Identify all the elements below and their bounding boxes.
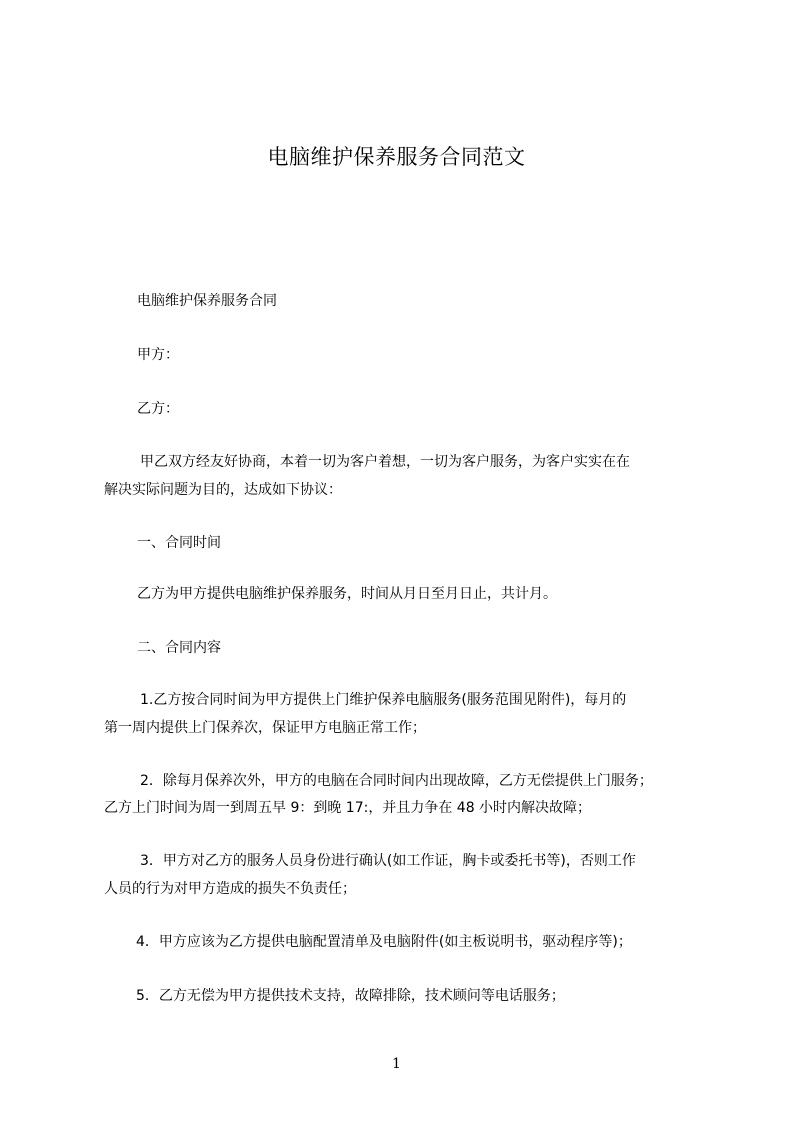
item-5-line-1: 5．乙方无偿为甲方提供技术支持，故障排除，技术顾问等电话服务； (136, 988, 565, 1004)
section-1-text: 乙方为甲方提供电脑维护保养服务，时间从月日至月日止，共计月。 (137, 586, 557, 602)
item-1-line-1: 1.乙方按合同时间为甲方提供上门维护保养电脑服务(服务范围见附件)，每月的 (140, 692, 627, 708)
page-number: 1 (392, 1056, 401, 1072)
section-2-heading: 二、合同内容 (137, 640, 221, 656)
item-4-line-1: 4．甲方应该为乙方提供电脑配置清单及电脑附件(如主板说明书，驱动程序等)； (136, 934, 632, 950)
party-b-label: 乙方： (137, 401, 179, 417)
contract-heading: 电脑维护保养服务合同 (137, 293, 277, 309)
item-2-line-1: 2．除每月保养次外，甲方的电脑在合同时间内出现故障，乙方无偿提供上门服务； (140, 773, 653, 789)
item-1-line-2: 第一周内提供上门保养次，保证甲方电脑正常工作； (104, 720, 426, 736)
intro-paragraph-line-1: 甲乙双方经友好协商，本着一切为客户着想，一切为客户服务，为客户实实在在 (140, 454, 630, 470)
item-2-line-2: 乙方上门时间为周一到周五早 9：到晚 17:，并且力争在 48 小时内解决故障； (104, 800, 592, 816)
section-1-heading: 一、合同时间 (137, 535, 221, 551)
item-3-line-1: 3．甲方对乙方的服务人员身份进行确认(如工作证，胸卡或委托书等)，否则工作 (140, 853, 636, 869)
item-3-line-2: 人员的行为对甲方造成的损失不负责任； (104, 881, 356, 897)
intro-paragraph-line-2: 解决实际问题为目的，达成如下协议： (104, 482, 342, 498)
document-title: 电脑维护保养服务合同范文 (267, 145, 526, 169)
party-a-label: 甲方： (137, 347, 179, 363)
